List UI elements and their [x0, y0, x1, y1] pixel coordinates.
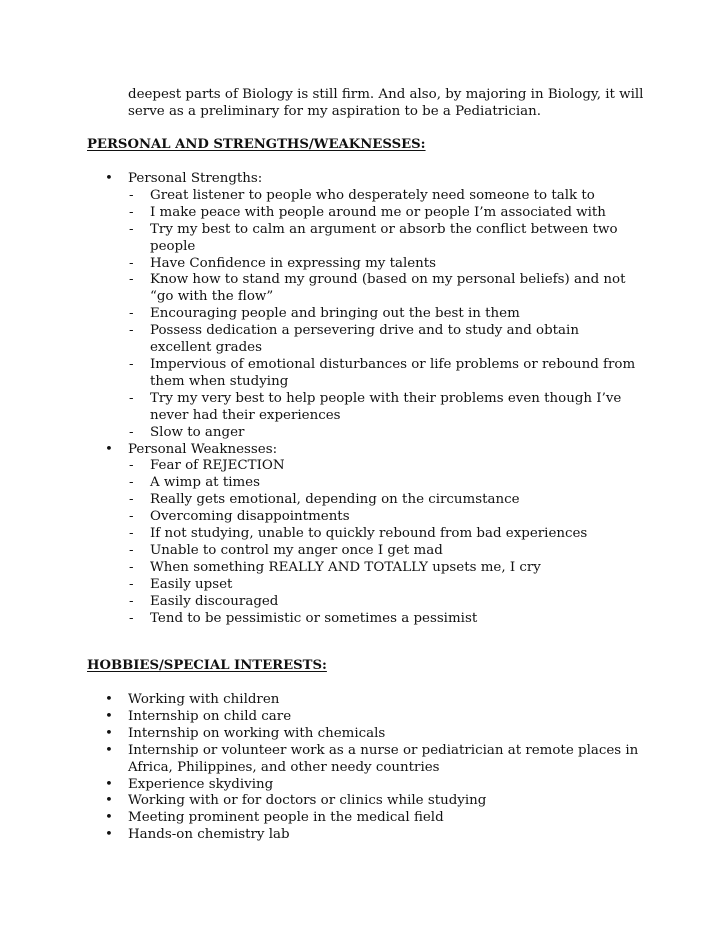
list-item	[0, 526, 640, 543]
list-item	[0, 222, 640, 256]
list-item-text: Internship or volunteer work as a nurse or pediatrician at remote places in Africa, Philippines, and other needy countries	[128, 742, 639, 775]
bullet-icon: •	[105, 742, 113, 758]
weaknesses-list	[0, 458, 728, 627]
dash-marker: -	[129, 458, 134, 474]
list-item	[0, 543, 640, 560]
list-item-text: Internship on child care	[128, 708, 292, 724]
bullet-icon: •	[105, 776, 113, 792]
list-item	[0, 560, 640, 577]
list-item-text: Try my very best to help people with their problems even though I’ve never had their experiences	[150, 390, 622, 423]
hobbies-list	[0, 692, 728, 844]
list-item-text: When something REALLY AND TOTALLY upsets me, I cry	[150, 559, 541, 575]
list-item-text: Unable to control my anger once I get mad	[150, 542, 443, 558]
list-item	[0, 594, 640, 611]
dash-marker: -	[129, 306, 134, 322]
list-item-text: Fear of REJECTION	[150, 458, 285, 474]
list-item	[0, 743, 648, 777]
intro-paragraph: deepest parts of Biology is still firm. And also, by majoring in Biology, it will serve as a preliminary for my aspiration to be a Pediatrician.	[128, 87, 644, 119]
strengths-bullet	[0, 171, 648, 188]
list-item-text: Really gets emotional, depending on the circumstance	[150, 492, 520, 508]
list-item	[0, 827, 648, 844]
list-item	[0, 188, 640, 205]
list-item	[0, 709, 648, 726]
list-item	[0, 205, 640, 222]
list-item-text: Slow to anger	[150, 424, 245, 440]
list-item	[0, 726, 648, 743]
weaknesses-bullet	[0, 442, 648, 459]
strengths-list	[0, 188, 728, 442]
bullet-icon: •	[105, 793, 113, 809]
dash-marker: -	[129, 559, 134, 575]
list-item-text: Meeting prominent people in the medical field	[128, 810, 444, 826]
list-item-text: Working with or for doctors or clinics while studying	[128, 793, 487, 809]
list-item-text: I make peace with people around me or people I’m associated with	[150, 204, 606, 220]
list-item-text: A wimp at times	[150, 475, 260, 491]
bullet-icon: •	[105, 441, 113, 457]
bullet-icon: •	[105, 692, 113, 707]
list-item-text: Internship on working with chemicals	[128, 725, 386, 741]
bullet-icon: •	[105, 810, 113, 826]
dash-marker: -	[129, 255, 134, 271]
list-item	[0, 323, 640, 357]
dash-marker: -	[129, 272, 134, 288]
list-item	[0, 492, 640, 509]
dash-marker: -	[129, 593, 134, 609]
list-item	[0, 692, 648, 709]
list-item	[0, 793, 648, 810]
list-item-text: Try my best to calm an argument or absorb the conflict between two people	[150, 221, 618, 254]
list-item	[0, 777, 648, 794]
heading-personal: PERSONAL AND STRENGTHS/WEAKNESSES:	[87, 137, 426, 152]
list-item	[0, 256, 640, 273]
dash-marker: -	[129, 390, 134, 406]
list-item-text: Know how to stand my ground (based on my personal beliefs) and not “go with the flow”	[150, 272, 626, 305]
list-item	[0, 357, 640, 391]
list-item	[0, 425, 640, 442]
list-item	[0, 391, 640, 425]
bullet-icon: •	[105, 827, 113, 843]
list-item	[0, 810, 648, 827]
dash-marker: -	[129, 323, 134, 339]
list-item	[0, 611, 640, 628]
bullet-icon: •	[105, 725, 113, 741]
list-item-text: Working with children	[128, 692, 280, 707]
list-item-text: Impervious of emotional disturbances or life problems or rebound from them when studying	[150, 356, 636, 389]
list-item-text: Overcoming disappointments	[150, 509, 350, 525]
list-item	[0, 458, 640, 475]
list-item-text: Tend to be pessimistic or sometimes a pessimist	[150, 610, 478, 626]
list-item	[0, 509, 640, 526]
list-item-text: Great listener to people who desperately need someone to talk to	[150, 187, 595, 203]
weaknesses-label: Personal Weaknesses:	[128, 441, 278, 457]
list-item	[0, 272, 640, 306]
dash-marker: -	[129, 221, 134, 237]
dash-marker: -	[129, 475, 134, 491]
bullet-icon: •	[105, 171, 113, 186]
list-item-text: Experience skydiving	[128, 776, 274, 792]
list-item	[0, 306, 640, 323]
dash-marker: -	[129, 356, 134, 372]
list-item-text: Hands-on chemistry lab	[128, 827, 290, 843]
dash-marker: -	[129, 526, 134, 542]
list-item-text: If not studying, unable to quickly rebound from bad experiences	[150, 526, 588, 542]
dash-marker: -	[129, 542, 134, 558]
dash-marker: -	[129, 187, 134, 203]
list-item-text: Encouraging people and bringing out the best in them	[150, 306, 520, 322]
list-item-text: Easily upset	[150, 576, 233, 592]
list-item-text: Have Confidence in expressing my talents	[150, 255, 437, 271]
personal-section	[0, 171, 728, 627]
list-item-text: Easily discouraged	[150, 593, 279, 609]
dash-marker: -	[129, 576, 134, 592]
dash-marker: -	[129, 492, 134, 508]
list-item	[0, 475, 640, 492]
bullet-icon: •	[105, 708, 113, 724]
list-item	[0, 577, 640, 594]
dash-marker: -	[129, 204, 134, 220]
list-item-text: Possess dedication a persevering drive and to study and obtain excellent grades	[150, 323, 579, 356]
dash-marker: -	[129, 610, 134, 626]
dash-marker: -	[129, 509, 134, 525]
strengths-label: Personal Strengths:	[128, 171, 263, 186]
heading-hobbies: HOBBIES/SPECIAL INTERESTS:	[87, 658, 327, 673]
dash-marker: -	[129, 424, 134, 440]
